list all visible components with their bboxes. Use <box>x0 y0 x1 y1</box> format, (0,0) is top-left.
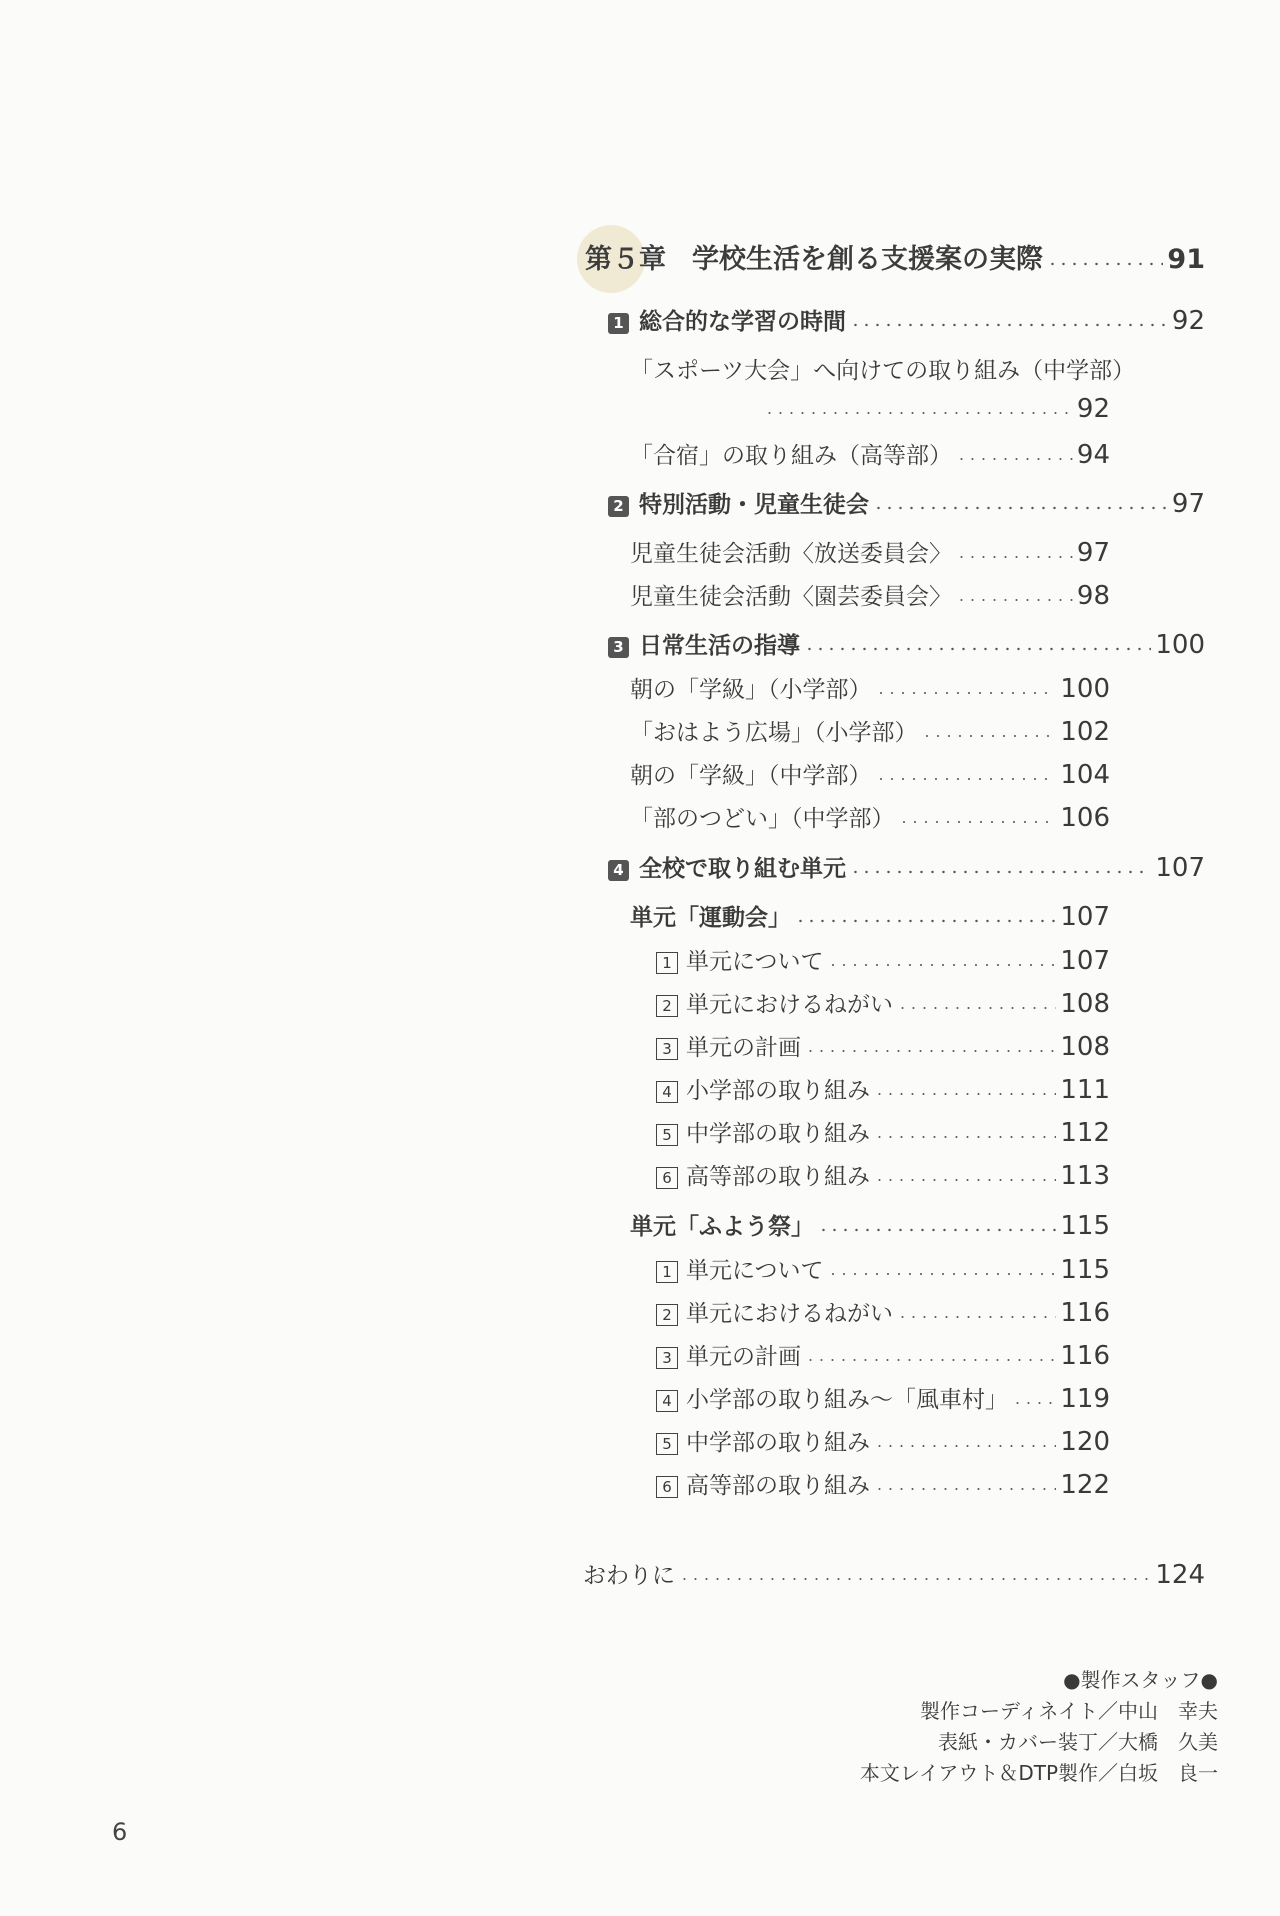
leader-dots <box>874 1164 1056 1190</box>
item-number-box: 6 <box>656 1476 678 1498</box>
item-number-box: 3 <box>656 1038 678 1060</box>
item-title: 単元におけるねがい <box>686 1301 893 1327</box>
leader-dots <box>899 806 1057 832</box>
item-number-box: 4 <box>656 1390 678 1412</box>
unit-item <box>656 986 1110 1019</box>
leader-dots <box>922 720 1057 746</box>
item-title: 中学部の取り組み <box>686 1430 870 1456</box>
item-page: 115 <box>1060 1255 1110 1285</box>
credit-line: 本文レイアウト＆DTP製作／白坂 良一 <box>859 1761 1218 1785</box>
leader-dots <box>764 397 1073 423</box>
item-page: 97 <box>1076 538 1110 568</box>
unit-item <box>656 1072 1110 1105</box>
item-title: 中学部の取り組み <box>686 1121 870 1147</box>
item-page: 98 <box>1076 581 1110 611</box>
toc-item <box>630 714 1110 747</box>
item-title: 小学部の取り組み <box>686 1078 870 1104</box>
chapter-label: 第５章 <box>585 244 666 275</box>
credits-heading: ●製作スタッフ● <box>1063 1668 1218 1692</box>
item-page: 107 <box>1060 946 1110 976</box>
leader-dots <box>956 541 1073 567</box>
leader-dots <box>795 905 1056 931</box>
section-title: 全校で取り組む単元 <box>639 856 846 882</box>
item-title: 「スポーツ大会」へ向けての取り組み（中学部） <box>630 358 1136 384</box>
toc-item <box>630 757 1110 790</box>
item-page: 100 <box>1060 674 1110 704</box>
leader-dots <box>874 1473 1056 1499</box>
section-badge: 1 <box>608 313 629 334</box>
item-number-box: 2 <box>656 1304 678 1326</box>
item-title: 単元におけるねがい <box>686 992 893 1018</box>
unit-item <box>656 1158 1110 1191</box>
item-title: 「合宿」の取り組み（高等部） <box>630 443 952 469</box>
unit-title: 単元「運動会」 <box>630 905 791 931</box>
unit-item <box>656 1338 1110 1371</box>
item-title: 単元について <box>686 949 824 975</box>
leader-dots <box>897 992 1056 1018</box>
leader-dots <box>874 1430 1056 1456</box>
leader-dots <box>876 677 1057 703</box>
credit-line: 表紙・カバー装丁／大橋 久美 <box>938 1730 1218 1754</box>
leader-dots <box>956 584 1073 610</box>
closing-title: おわりに <box>583 1563 675 1589</box>
unit-heading <box>630 899 1110 932</box>
item-title: 高等部の取り組み <box>686 1164 870 1190</box>
item-number-box: 5 <box>656 1124 678 1146</box>
unit-item <box>656 1029 1110 1062</box>
item-title: 朝の「学級」（中学部） <box>630 763 872 789</box>
item-page: 108 <box>1060 1032 1110 1062</box>
item-page: 111 <box>1060 1075 1110 1105</box>
leader-dots <box>876 763 1057 789</box>
section-3 <box>608 627 1205 660</box>
leader-dots <box>818 1214 1056 1240</box>
leader-dots <box>873 492 1168 518</box>
unit-item <box>656 1381 1110 1414</box>
leader-dots <box>1047 244 1163 275</box>
item-number-box: 1 <box>656 1261 678 1283</box>
leader-dots <box>804 633 1151 659</box>
item-page: 94 <box>1076 440 1110 470</box>
leader-dots <box>956 443 1073 469</box>
item-page: 102 <box>1060 717 1110 747</box>
unit-item <box>656 1252 1110 1285</box>
item-page: 108 <box>1060 989 1110 1019</box>
item-title: 児童生徒会活動〈放送委員会〉 <box>630 541 952 567</box>
section-title: 特別活動・児童生徒会 <box>639 492 869 518</box>
leader-dots <box>679 1563 1151 1589</box>
production-credits <box>860 1665 1218 1789</box>
chapter-title: 学校生活を創る支援案の実際 <box>692 244 1043 275</box>
item-number-box: 4 <box>656 1081 678 1103</box>
unit-item <box>656 1424 1110 1457</box>
item-title: 「部のつどい」（中学部） <box>630 806 895 832</box>
item-title: 「おはよう広場」（小学部） <box>630 720 918 746</box>
leader-dots <box>828 1258 1057 1284</box>
toc-item <box>630 671 1110 704</box>
section-page: 100 <box>1155 630 1205 660</box>
leader-dots <box>897 1301 1056 1327</box>
item-number-box: 3 <box>656 1347 678 1369</box>
item-page: 116 <box>1060 1341 1110 1371</box>
leader-dots <box>805 1035 1056 1061</box>
chapter-page: 91 <box>1167 244 1205 275</box>
item-title: 児童生徒会活動〈園芸委員会〉 <box>630 584 952 610</box>
item-number-box: 1 <box>656 952 678 974</box>
leader-dots <box>1012 1387 1056 1413</box>
closing-page: 124 <box>1155 1560 1205 1590</box>
item-number-box: 5 <box>656 1433 678 1455</box>
toc-item <box>630 352 1136 385</box>
unit-item <box>656 1467 1110 1500</box>
section-badge: 2 <box>608 496 629 517</box>
item-title: 単元の計画 <box>686 1035 801 1061</box>
toc-item <box>630 437 1110 470</box>
unit-item <box>656 1295 1110 1328</box>
item-page: 112 <box>1060 1118 1110 1148</box>
toc-item <box>630 578 1110 611</box>
unit-page: 115 <box>1060 1211 1110 1241</box>
toc-item-continuation <box>760 394 1110 424</box>
item-page: 106 <box>1060 803 1110 833</box>
leader-dots <box>805 1344 1056 1370</box>
leader-dots <box>850 309 1168 335</box>
item-page: 92 <box>1076 394 1110 424</box>
page-number: 6 <box>112 1818 128 1846</box>
chapter-heading <box>585 237 1205 276</box>
item-title: 単元について <box>686 1258 824 1284</box>
leader-dots <box>874 1078 1056 1104</box>
leader-dots <box>850 856 1151 882</box>
item-page: 113 <box>1060 1161 1110 1191</box>
section-2 <box>608 486 1205 519</box>
section-title: 日常生活の指導 <box>639 633 800 659</box>
item-page: 119 <box>1060 1384 1110 1414</box>
leader-dots <box>874 1121 1056 1147</box>
item-page: 120 <box>1060 1427 1110 1457</box>
leader-dots <box>828 949 1057 975</box>
toc-item <box>630 800 1110 833</box>
section-page: 107 <box>1155 853 1205 883</box>
item-number-box: 6 <box>656 1167 678 1189</box>
item-page: 104 <box>1060 760 1110 790</box>
section-1 <box>608 303 1205 336</box>
section-page: 92 <box>1171 306 1205 336</box>
unit-title: 単元「ふよう祭」 <box>630 1214 814 1240</box>
unit-item <box>656 1115 1110 1148</box>
item-number-box: 2 <box>656 995 678 1017</box>
section-badge: 4 <box>608 860 629 881</box>
closing-entry <box>583 1557 1205 1590</box>
item-page: 116 <box>1060 1298 1110 1328</box>
item-page: 122 <box>1060 1470 1110 1500</box>
section-title: 総合的な学習の時間 <box>639 309 846 335</box>
credit-line: 製作コーディネイト／中山 幸夫 <box>920 1699 1218 1723</box>
section-badge: 3 <box>608 637 629 658</box>
unit-item <box>656 943 1110 976</box>
unit-heading <box>630 1208 1110 1241</box>
item-title: 単元の計画 <box>686 1344 801 1370</box>
unit-page: 107 <box>1060 902 1110 932</box>
item-title: 朝の「学級」（小学部） <box>630 677 872 703</box>
section-page: 97 <box>1171 489 1205 519</box>
item-title: 高等部の取り組み <box>686 1473 870 1499</box>
item-title: 小学部の取り組み～「風車村」 <box>686 1387 1008 1413</box>
section-4 <box>608 850 1205 883</box>
toc-item <box>630 535 1110 568</box>
